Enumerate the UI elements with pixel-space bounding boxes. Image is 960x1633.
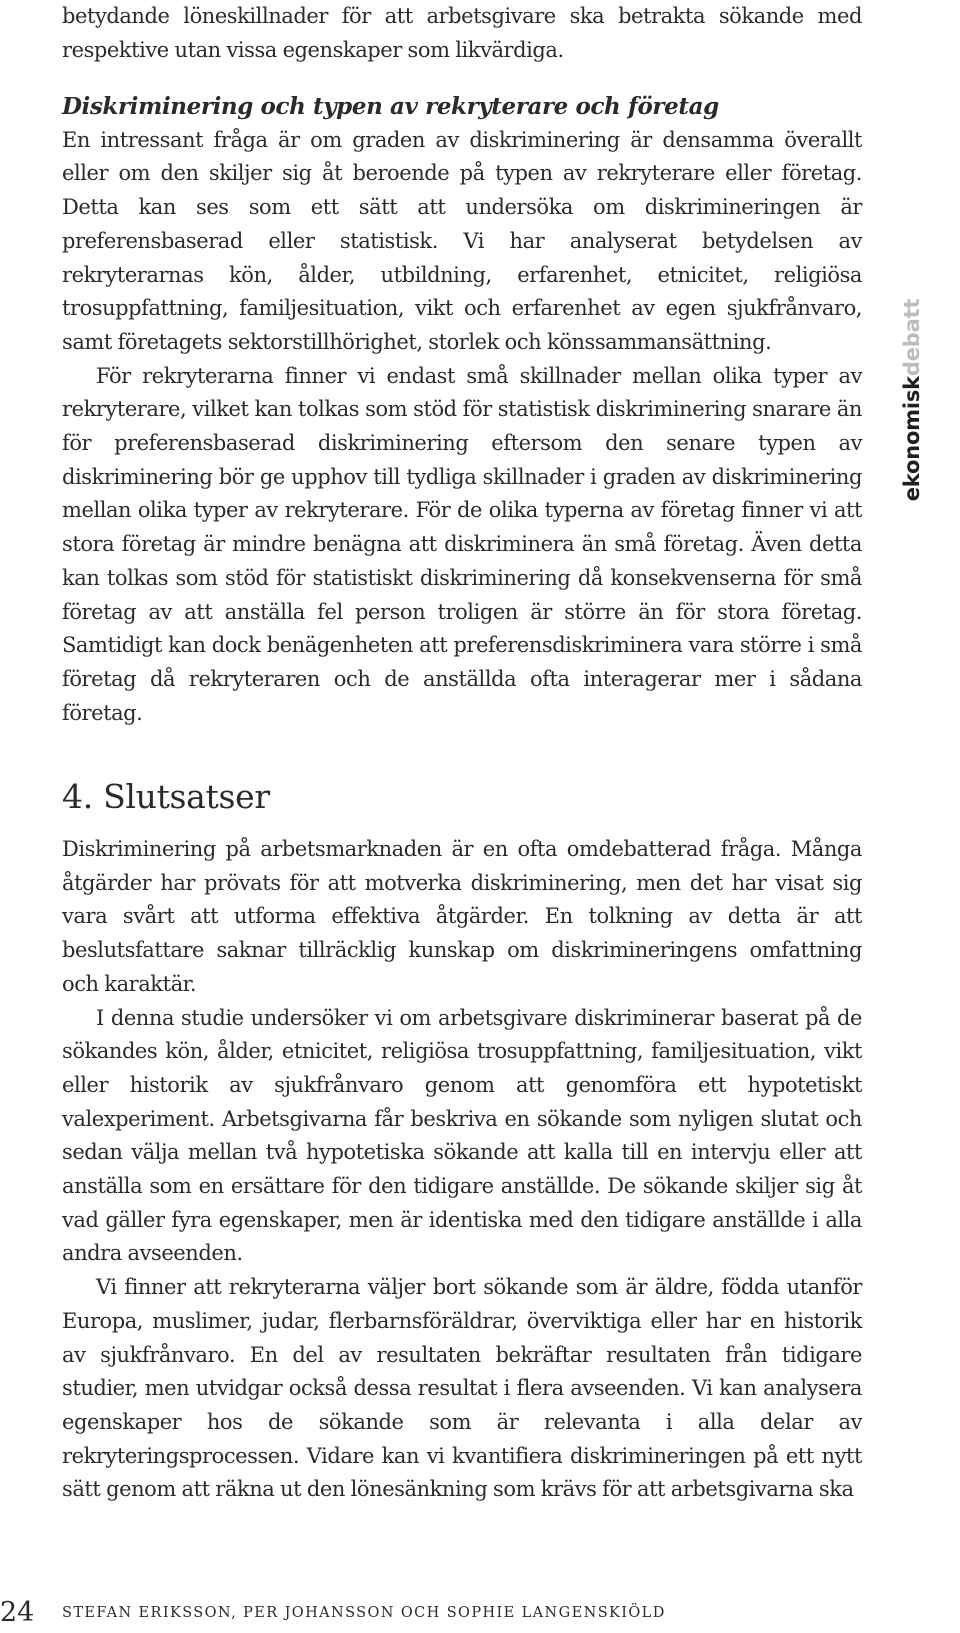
body-paragraph: För rekryterarna finner vi endast små skillnader mellan olika typer av rekryterare, vilket kan tolkas som stöd för statistisk diskriminering snarare än för preferensbaserad diskriminering eftersom den senare typen av diskriminering bör ge upphov till tydliga skillnader i graden av diskriminering mellan olika typer av rekryterare. För de olika typerna av företag finner vi att stora företag är mindre benägna att diskriminera än små företag. Även detta kan tolkas som stöd för statistiskt diskriminering då konsekvenserna för små företag av att anställa fel person troligen är större än för stora företag. Samtidigt kan dock benägenheten att preferensdiskriminera vara större i små företag då rekryteraren och de anställda ofta interagerar mer i sådana företag.	[62, 363, 862, 725]
section-slutsatser	[62, 775, 862, 1507]
continuation-block	[62, 0, 862, 67]
body-paragraph: I denna studie undersöker vi om arbetsgivare diskriminerar baserat på de sökandes kön, ålder, etnicitet, religiösa trosuppfattning, familjesituation, vikt eller historik av sjukfrånvaro genom att genomföra ett hypotetiskt valexperiment. Arbetsgivarna får beskriva en sökande som nyligen slutat och sedan välja mellan två hypotetiska sökande att kalla till en intervju eller att anställa som en ersättare för den tidigare anställde. De sökande skiljer sig åt vad gäller fyra egenskaper, men är identiska med den tidigare anställde i alla andra avseenden.	[62, 1005, 862, 1266]
section-recruiter-company	[62, 90, 862, 730]
side-label-dark: ekonomisk	[900, 376, 924, 502]
body-paragraph: Vi finner att rekryterarna väljer bort sökande som är äldre, födda utanför Europa, muslimer, judar, flerbarnsföräldrar, överviktiga eller har en historik av sjukfrånvaro. En del av resultaten bekräftar resultaten från tidigare studier, men utvidgar också dessa resultat i flera avseenden. Vi kan analysera egenskaper hos de sökande som är relevanta i alla delar av rekryteringsprocessen. Vidare kan vi kvantifiera diskrimineringen på ett nytt sätt genom att räkna ut den lönesänkning som krävs för att arbetsgivarna ska	[62, 1275, 862, 1502]
running-head-authors: STEFAN ERIKSSON, PER JOHANSSON OCH SOPHIE LANGENSKIÖLD	[62, 1605, 666, 1621]
continuation-paragraph: betydande löneskillnader för att arbetsgivare ska betrakta sökande med respektive utan vissa egenskaper som likvärdiga.	[62, 4, 862, 62]
side-label-light: debatt	[900, 298, 924, 377]
journal-side-label	[900, 299, 924, 502]
body-paragraph: Diskriminering på arbetsmarknaden är en ofta omdebatterad fråga. Många åtgärder har prövats för att motverka diskriminering, men det har visat sig vara svårt att utforma effektiva åtgärder. En tolkning av detta är att beslutsfattare saknar tillräcklig kunskap om diskrimineringens omfattning och karaktär.	[62, 837, 862, 996]
section-heading: 4. Slutsatser	[62, 777, 270, 816]
body-paragraph: En intressant fråga är om graden av diskriminering är densamma överallt eller om den skiljer sig åt beroende på typen av rekryterare eller företag. Detta kan ses som ett sätt att undersöka om diskrimineringen är preferensbaserad eller statistisk. Vi har analyserat betydelsen av rekryterarnas kön, ålder, utbildning, erfarenhet, etnicitet, religiösa trosuppfattning, familjesituation, vikt och erfarenhet av egen sjukfrånvaro, samt företagets sektorstillhörighet, storlek och könssammansättning.	[62, 127, 862, 354]
page-number: 24	[0, 1597, 35, 1628]
section-subheading: Diskriminering och typen av rekryterare och företag	[62, 93, 719, 120]
